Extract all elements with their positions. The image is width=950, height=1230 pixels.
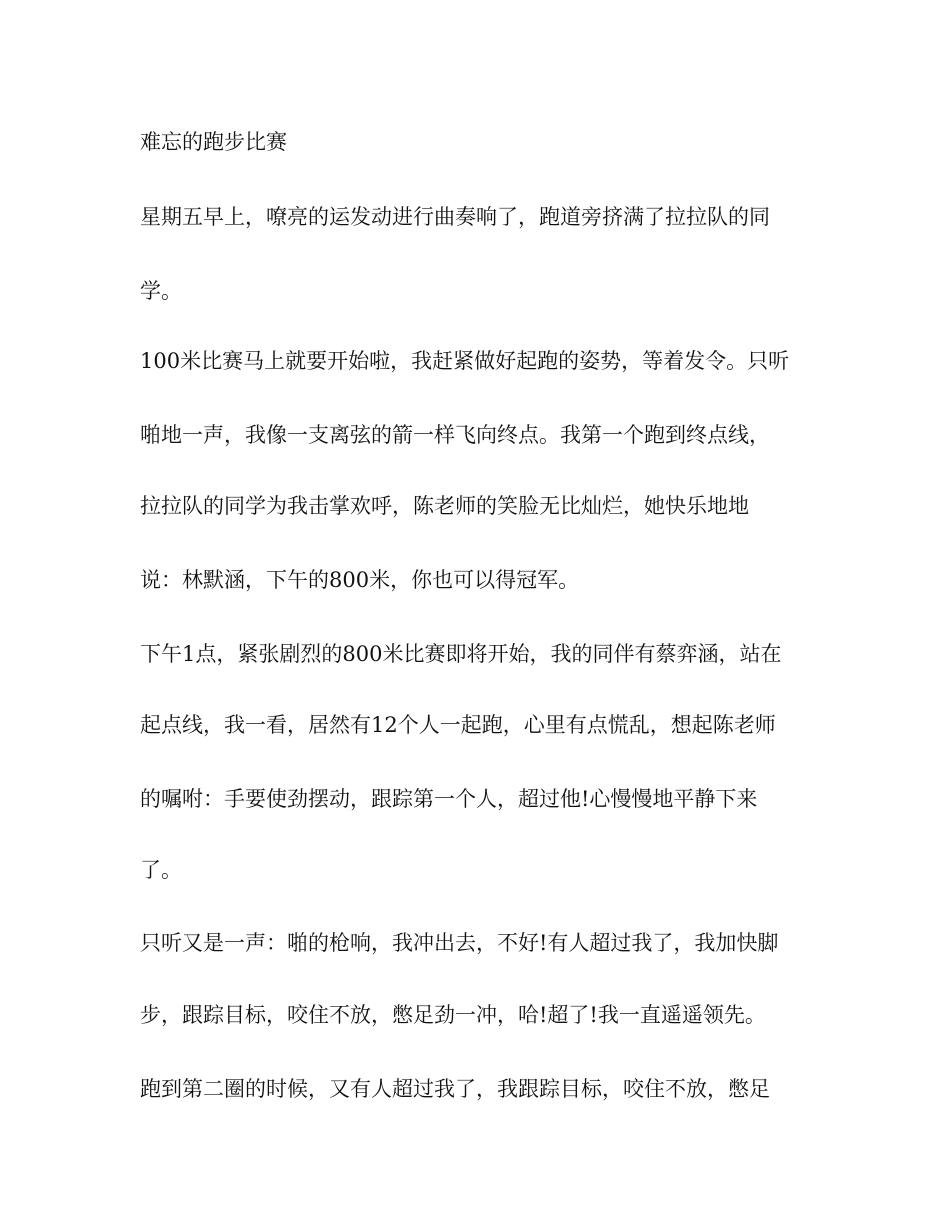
paragraph-line: 啪地一声，我像一支离弦的箭一样飞向终点。我第一个跑到终点线， <box>140 423 770 447</box>
paragraph-line: 的嘱咐：手要使劲摆动，跟踪第一个人，超过他!心慢慢地平静下来 <box>140 787 758 811</box>
paragraph-line: 100米比赛马上就要开始啦，我赶紧做好起跑的姿势，等着发令。只听 <box>140 349 790 373</box>
paragraph-line: 拉拉队的同学为我击掌欢呼，陈老师的笑脸无比灿烂，她快乐地地 <box>140 494 749 518</box>
document-title: 难忘的跑步比赛 <box>140 130 287 154</box>
paragraph-line: 说：林默涵，下午的800米，你也可以得冠军。 <box>140 568 580 592</box>
paragraph-line: 下午1点，紧张剧烈的800米比赛即将开始，我的同伴有蔡弈涵，站在 <box>140 642 782 666</box>
paragraph-line: 跑到第二圈的时候，又有人超过我了，我跟踪目标，咬住不放，憋足 <box>140 1077 770 1101</box>
paragraph-line: 步，跟踪目标，咬住不放，憋足劲一冲，哈!超了!我一直遥遥领先。 <box>140 1003 766 1027</box>
paragraph-line: 学。 <box>140 279 182 303</box>
paragraph-line: 只听又是一声：啪的枪响，我冲出去，不好!有人超过我了，我加快脚 <box>140 931 779 955</box>
paragraph-line: 起点线，我一看，居然有12个人一起跑，心里有点慌乱，想起陈老师 <box>140 713 776 737</box>
paragraph-line: 星期五早上，嘹亮的运发动进行曲奏响了，跑道旁挤满了拉拉队的同 <box>140 205 770 229</box>
paragraph-line: 了。 <box>140 858 182 882</box>
